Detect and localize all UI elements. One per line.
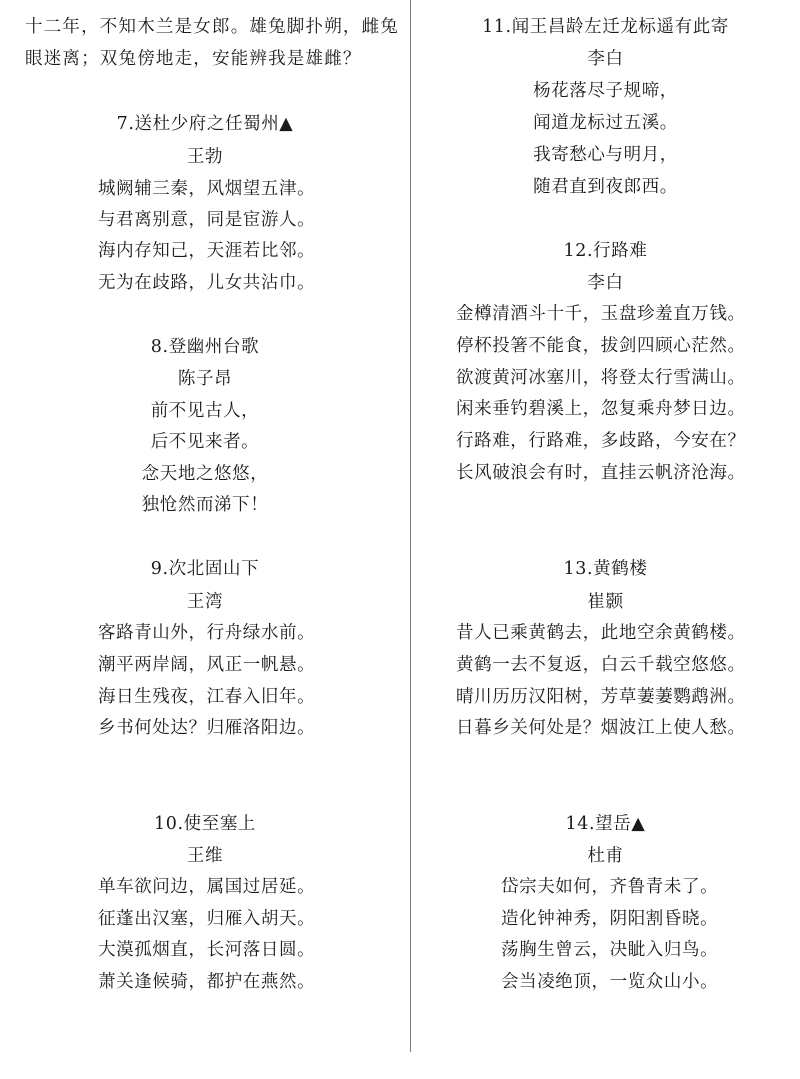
poem-author: 王勃	[186, 147, 224, 167]
poem-line: 与君离别意，同是宦游人。	[98, 210, 316, 230]
poem-title: 10.使至塞上	[153, 814, 257, 834]
poem-line: 造化钟神秀，阴阳割昏晓。	[501, 909, 719, 929]
poem-title: 8.登幽州台歌	[150, 337, 260, 357]
poem-author: 陈子昂	[177, 369, 233, 389]
poem-line: 念天地之悠悠，	[141, 464, 269, 484]
poem-line: 闲来垂钓碧溪上，忽复乘舟梦日边。	[456, 399, 746, 419]
poem-title: 11.闻王昌龄左迁龙标遥有此寄	[482, 17, 729, 37]
poem-line: 随君直到夜郎西。	[533, 177, 678, 197]
poem-title: 14.望岳▲	[565, 814, 646, 834]
poem-line: 独怆然而涕下！	[141, 495, 269, 515]
poem-line: 客路青山外，行舟绿水前。	[98, 623, 316, 643]
poem-line: 萧关逢候骑，都护在燕然。	[98, 972, 316, 992]
poem-line: 海日生残夜，江春入旧年。	[98, 687, 316, 707]
poem-line: 岱宗夫如何，齐鲁青未了。	[501, 877, 719, 897]
poem-line: 黄鹤一去不复返，白云千载空悠悠。	[456, 655, 746, 675]
poem-line: 杨花落尽子规啼，	[533, 81, 678, 101]
poem-line: 城阙辅三秦，风烟望五津。	[98, 179, 316, 199]
poem-line: 后不见来者。	[150, 432, 260, 452]
poem-line: 乡书何处达？归雁洛阳边。	[98, 718, 316, 738]
poem-line: 停杯投箸不能食，拔剑四顾心茫然。	[456, 336, 746, 356]
poem-line: 前不见古人，	[150, 401, 260, 421]
poem-line: 海内存知己，天涯若比邻。	[98, 241, 316, 261]
poem-title: 13.黄鹤楼	[563, 559, 648, 579]
continuation-line: 十二年，不知木兰是女郎。雄兔脚扑朔，雌兔	[25, 17, 399, 37]
poem-line: 荡胸生曾云，决眦入归鸟。	[501, 940, 719, 960]
poem-title: 12.行路难	[563, 241, 648, 261]
poem-line: 晴川历历汉阳树，芳草萋萋鹦鹉洲。	[456, 687, 746, 707]
poem-line: 单车欲问边，属国过居延。	[98, 877, 316, 897]
poem-line: 征蓬出汉塞，归雁入胡天。	[98, 909, 316, 929]
poem-line: 金樽清酒斗十千，玉盘珍羞直万钱。	[456, 304, 746, 324]
poem-line: 日暮乡关何处是？烟波江上使人愁。	[456, 718, 746, 738]
poem-line: 我寄愁心与明月，	[533, 145, 678, 165]
continuation-line: 眼迷离；双兔傍地走，安能辨我是雄雌？	[25, 49, 362, 69]
poem-author: 王湾	[186, 592, 224, 612]
poem-line: 大漠孤烟直，长河落日圆。	[98, 940, 316, 960]
poem-author: 李白	[587, 273, 624, 293]
poem-author: 崔颢	[587, 592, 624, 612]
poem-line: 闻道龙标过五溪。	[533, 113, 678, 133]
poem-title: 7.送杜少府之任蜀州▲	[116, 114, 294, 134]
poem-author: 杜甫	[587, 846, 624, 866]
poem-line: 潮平两岸阔，风正一帆悬。	[98, 655, 316, 675]
poem-line: 无为在歧路，儿女共沾巾。	[98, 273, 316, 293]
poem-line: 行路难，行路难，多歧路，今安在？	[456, 431, 746, 451]
poem-title: 9.次北固山下	[150, 559, 260, 579]
poem-line: 昔人已乘黄鹤去，此地空余黄鹤楼。	[456, 623, 746, 643]
poem-line: 长风破浪会有时，直挂云帆济沧海。	[456, 463, 746, 483]
poem-author: 李白	[587, 49, 624, 69]
poem-line: 欲渡黄河冰塞川，将登太行雪满山。	[456, 368, 746, 388]
poem-author: 王维	[186, 846, 224, 866]
poem-line: 会当凌绝顶，一览众山小。	[501, 972, 719, 992]
